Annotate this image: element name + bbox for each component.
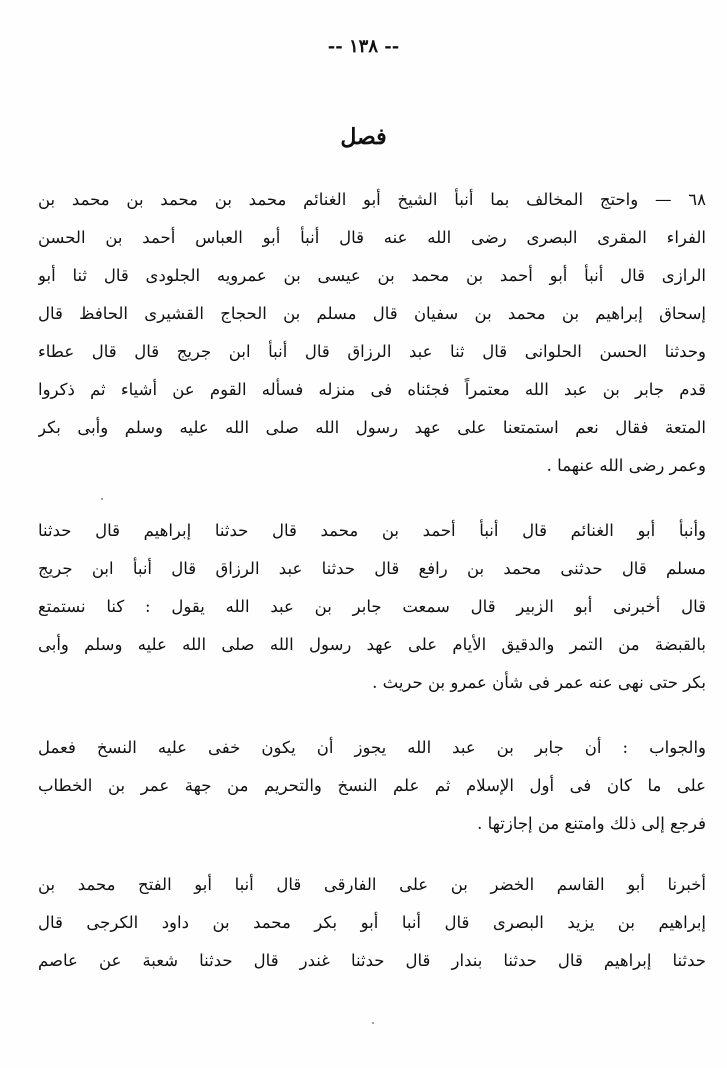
text-line: بكر حتى نهى عنه عمر فى شأن عمرو بن حريث . [372,673,706,692]
text-line: بالقبضة من التمر والدقيق الأيام على عهد رسول الله صلى الله عليه وسلم وأبى [38,635,706,654]
paragraph-narration-68 [38,181,706,485]
text-line: فرجع إلى ذلك وامتنع من إجازتها . [477,814,706,833]
paragraph-answer [38,729,706,843]
text-line: حدثنا إبراهيم قال حدثنا بندار قال حدثنا غندر قال حدثنا شعبة عن عاصم [38,951,706,970]
text-line: أخبرنا أبو القاسم الخضر بن على الفارقى قال أنبا أبو الفتح محمد بن [38,875,706,894]
scan-speck [101,498,103,500]
text-line: قال أخبرنى أبو الزبير قال سمعت جابر بن عبد الله يقول : كنا نستمتع [38,597,706,616]
page-number: -- ١٣٨ -- [327,36,400,57]
text-line: والجواب : أن جابر بن عبد الله يجوز أن يكون خفى عليه النسخ فعمل [38,738,706,757]
text-line: الرازى قال أنبأ أبو أحمد بن محمد بن عيسى بن عمرويه الجلودى قال ثنا أبو [38,266,706,285]
text-line: قدم جابر بن عبد الله معتمراً فجئناه فى منزله فسأله القوم عن أشياء ثم ذكروا [38,380,706,399]
text-line: الفراء المقرى البصرى رضى الله عنه قال أنبأ أبو العباس أحمد بن الحسن [38,228,706,247]
paragraph-second-narration [38,512,706,702]
text-line: مسلم قال حدثنى محمد بن رافع قال حدثنا عبد الرزاق قال أنبأ ابن جريج [38,559,706,578]
text-line: وعمر رضى الله عنهما . [546,456,706,475]
text-line: إبراهيم بن يزيد البصرى قال أنبا أبو بكر محمد بن داود الكرجى قال [38,913,706,932]
scan-speck [372,1022,374,1024]
text-line: ٦٨ — واحتج المخالف بما أنبأ الشيخ أبو الغنائم محمد بن محمد بن محمد بن [38,190,706,209]
text-line: وحدثنا الحسن الحلوانى قال ثنا عبد الرزاق قال أنبأ ابن جريج قال قال عطاء [38,342,706,361]
text-line: على ما كان فى أول الإسلام ثم علم النسخ والتحريم من جهة عمر بن الخطاب [38,776,706,795]
text-line: المتعة فقال نعم استمتعنا على عهد رسول الله صلى الله عليه وسلم وأبى بكر [38,418,706,437]
text-line: وأنبأ أبو الغنائم قال أنبأ أحمد بن محمد قال حدثنا إبراهيم قال حدثنا [38,521,706,540]
text-line: إسحاق إبراهيم بن محمد بن سفيان قال مسلم بن الحجاج القشيرى الحافظ قال [38,304,706,323]
paragraph-chain-of-narration [38,866,706,980]
section-title: فصل [340,124,387,150]
